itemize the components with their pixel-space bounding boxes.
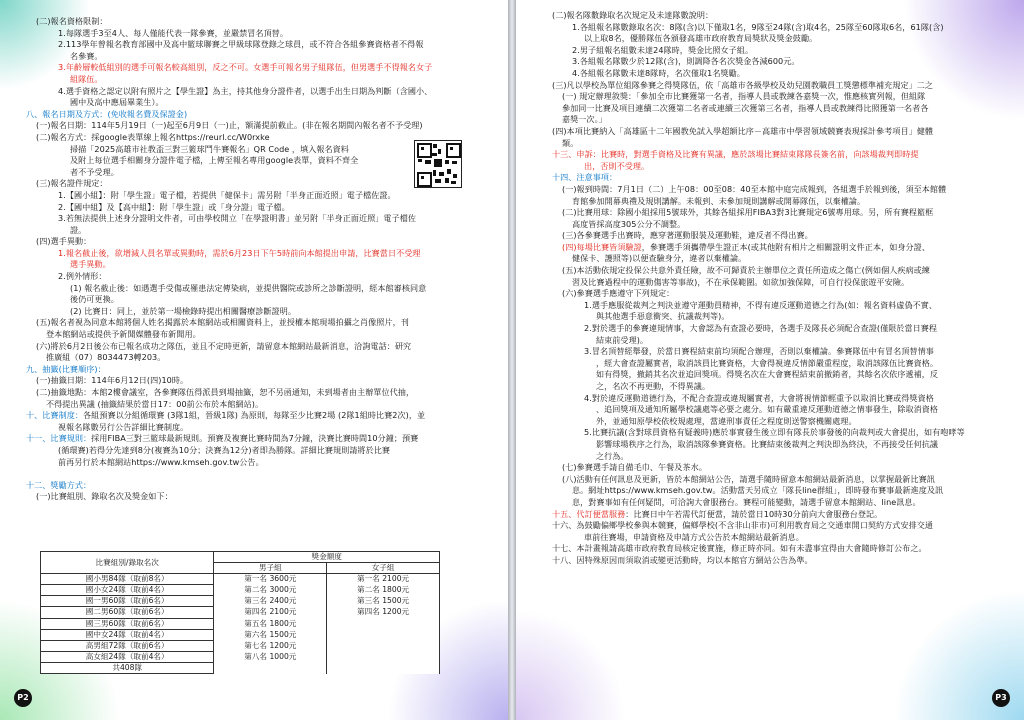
left-text-line: 1.【國小組】：附「學生證」電子檔，若提供「健保卡」需另附「半身正面近照」電子檔佐證。 [58, 189, 396, 200]
left-text-line: 及附上每位選手相關身分證件電子檔，上傳至報名專用google表單，資料不齊全 [70, 155, 359, 166]
award-header-male: 男子組 [214, 563, 327, 574]
left-heading-lead: 十、比賽制度： [26, 410, 84, 421]
right-text-line: 健保卡、護照等)以便查驗身分，違者以棄權論。 [572, 253, 747, 264]
award-male-cell: 第二名 3000元 [214, 585, 327, 596]
left-text-line: 3.年齡層較低組別的選手可報名較高組別，反之不可。女選手可報名男子組隊伍，但男選手不得報名女子 [58, 62, 433, 73]
left-text-line: (2) 比賽日：同上，並於第一場檢錄時提出相關醫療診斷證明。 [70, 305, 296, 316]
award-male-cell: 第六名 1500元 [214, 629, 327, 640]
right-text-line: 、追回獎項及通知所屬學校議處等必要之處分。如有嚴重違反運動道德之情事發生，除取消資格 [596, 404, 939, 415]
right-text-line: (三)凡以學校為單位組隊參賽之得獎隊伍，依「高雄市各級學校及幼兒園教職員工獎懲標準補充規定」二之 [552, 79, 934, 90]
right-text-line: 2.男子組報名組數未達24隊時，獎金比照女子組。 [572, 44, 754, 55]
right-line-rest: ：比賽日中午若需代訂便當，請於當日10時30分前向大會服務台登記。 [625, 508, 883, 519]
award-header-group: 比賽組別/錄取名次 [41, 552, 214, 574]
left-text-line [26, 410, 492, 422]
left-heading-lead: 十一、比賽規則： [26, 433, 92, 444]
left-text-line: (1) 報名截止後：如遇選手受傷或罹患法定傳染病，並提供醫院或診所之診斷證明，經本館審核同意 [70, 282, 427, 293]
award-row [41, 618, 440, 629]
right-text-line [552, 149, 1002, 161]
right-text-line: ，經大會查證屬實者，取消該員比賽資格，大會得視違反情節嚴重程度，取消該隊伍比賽資格。 [596, 357, 939, 368]
left-line-rest: 各組預賽以分組循環賽 (3隊1組，晉級1隊) 為原則，每隊至少比賽2場 (2隊1組時比賽2次)，並 [83, 410, 426, 421]
left-text-line [26, 468, 492, 480]
award-row [41, 585, 440, 596]
right-text-line: 息。網址https://www.kmseh.gov.tw。活動當天另成立「隊長line群組」，即時發布賽事最新進度及訊 [572, 485, 944, 496]
left-text-line: (六)將於6月2日後公布已報名成功之隊伍，並且不定時更新，請留意本館網站最新消息，洽詢電話：研究 [36, 340, 412, 351]
left-text-line: 掃描「2025高雄市社教盃三對三籃球鬥牛賽報名」QR Code ，填入報名資料 [70, 143, 349, 154]
left-text-line: 組隊伍。 [70, 73, 103, 84]
right-text-line: (二)報名隊數錄取名次規定及未達隊數說明： [552, 10, 714, 20]
right-text-line: 十八、因特殊原因而須取消或變更活動時，均以本館官方網站公告為準。 [552, 554, 813, 565]
page-gutter [508, 0, 516, 720]
left-text-line: 名參賽。 [70, 50, 103, 61]
right-text-line: (一)報到時間：7月1日（二）上午08：00至08：40至本館中庭完成報到，各組選手於報到後，須至本館體 [562, 183, 947, 194]
right-text-line [552, 242, 1002, 254]
page-left [0, 0, 508, 720]
award-table [40, 551, 440, 674]
right-text-line: 之行為。 [596, 450, 629, 461]
right-heading-lead: 十五、代訂便當服務 [552, 508, 626, 519]
left-text-line: (二)報名資格限制： [36, 16, 108, 26]
right-text-line: 與其他選手惡意衝突、抗議裁判等)。 [596, 311, 730, 322]
right-text-line: (七)參賽選手請自備毛巾、午餐及茶水。 [562, 462, 707, 473]
right-text-line: 影響球場秩序之行為，取消該隊參賽資格。比賽結束後裁判之判決即為終決，不再接受任何抗議 [596, 438, 939, 449]
right-text-line: (八)活動有任何訊息及更新，皆於本館網站公告，請選手隨時留意本館網站最新消息，以掌握最新比賽訊 [562, 473, 935, 484]
award-male-cell: 第五名 1800元 [214, 618, 327, 629]
right-text-line: 以上取8名，優勝隊伍各頒發高雄市政府教育局獎狀及獎金鼓勵。 [584, 33, 818, 44]
left-text-line: (一)比賽組別、錄取名次及獎金如下： [36, 491, 173, 502]
award-group-cell: 高女組24隊（取前4名） [41, 651, 214, 662]
left-text-line: (五)報名者視為同意本館將個人姓名揭露於本館網站或相關資料上，並授權本館現場拍攝之肖像照片，刊 [36, 317, 409, 328]
award-group-cell: 國三男60隊（取前6名） [41, 618, 214, 629]
award-group-cell: 共408隊 [41, 662, 214, 673]
left-text-line: 登本館網站或提供予新聞媒體發布新聞用。 [46, 329, 201, 340]
right-text-line: 如有得獎，撤銷其名次並追回獎項。得獎名次在大會賽程結束前撤銷者，其餘名次依序遞補，反 [596, 369, 939, 380]
award-group-cell: 高男組72隊（取前6名） [41, 640, 214, 651]
right-heading-lead: 十三、申訴： [552, 149, 601, 160]
left-page-text [26, 16, 492, 503]
award-group-cell: 國二男60隊（取前6名） [41, 607, 214, 618]
right-text-line: 嘉獎一次。」 [562, 114, 607, 125]
left-text-line: 證。 [70, 224, 87, 235]
right-text-line: 5.比賽抗議(含對球員資格有疑義時)應於事實發生後立即有隊長於事發後的向裁判或大會提出，如有咆哮等 [584, 427, 965, 438]
left-text-line: 國中及高中應屆畢業生）。 [70, 97, 164, 108]
right-text-line: 1.選手應服從裁判之判決並遵守運動員精神，不得有違反運動道德之行為(如：報名資料虛偽不實、 [584, 299, 938, 310]
right-text-line: 參加同一比賽及項目連續二次獲第二名者或連續三次獲第三名者，指導人員或教練得比照獲第一名者各 [562, 102, 929, 113]
award-row [41, 662, 440, 673]
award-male-cell: 第一名 3600元 [214, 574, 327, 585]
right-text-line: 息，對賽事如有任何疑問，可洽詢大會服務台。賽程可能變動，請選手留意本館網站、line訊息。 [572, 496, 921, 507]
right-text-line: 3.冒名頂替經舉發，於當日賽程結束前均須配合辦理，否則以棄權論。參賽隊伍中有冒名頂替情事 [584, 346, 934, 357]
left-text-line: 2.例外情形： [58, 271, 107, 282]
right-text-line: 習及比賽過程中的運動傷害等事故)，不在承保範圍。如欲加強保障，可自行投保旅遊平安險。 [572, 276, 910, 287]
right-text-line: 結束前受理)。 [596, 334, 649, 345]
right-text-line: 出，否則不受理。 [584, 160, 650, 171]
right-text-line: 車前往賽場，申請資格及申請方式公告於本館網站最新消息。 [584, 531, 804, 542]
award-female-cell: 第四名 1200元 [327, 607, 440, 618]
left-text-line: 十二、獎勵方式： [26, 479, 92, 490]
award-male-cell: 第七名 1200元 [214, 640, 327, 651]
right-text-line [552, 509, 1002, 521]
award-row [41, 640, 440, 651]
left-text-line: 選手異動。 [70, 259, 111, 270]
award-group-cell: 國小女24隊（取前4名） [41, 585, 214, 596]
left-text-line: 不得提出異議 (抽籤結果於當日17：00前公布於本館網站)。 [46, 398, 264, 409]
left-text-line: 者不予受理。 [70, 166, 119, 177]
left-text-line: 九、抽籤(比賽順序)： [26, 363, 106, 374]
left-text-line: 前再另行於本館網站https://www.kmseh.gov.tw公告。 [58, 456, 264, 467]
right-text-line: 1.各組報名隊數錄取名次：8隊(含)以下僅取1名，9隊至24隊(含)取4名，25隊至60隊取6名，61隊(含) [572, 21, 944, 32]
right-text-line: 外，並通知原學校依校規處理，當違刑事責任之程度則送警察機關處理。 [596, 415, 857, 426]
right-text-line: 十四、注意事項： [552, 172, 618, 183]
award-row [41, 596, 440, 607]
award-row [41, 651, 440, 662]
left-text-line: 推廣組（07）8034473轉203。 [46, 352, 166, 363]
page-number-left: P2 [14, 689, 32, 707]
award-male-cell: 第四名 2100元 [214, 607, 327, 618]
right-text-line: (四)本項比賽納入「高雄區十二年國教免試入學超額比序－高雄市中學習領域競賽表現採計參考項目」健體 [552, 125, 934, 136]
award-male-cell: 第三名 2400元 [214, 596, 327, 607]
award-female-cell: 第二名 1800元 [327, 585, 440, 596]
award-female-cell [327, 618, 440, 629]
award-male-cell [214, 662, 327, 673]
award-row [41, 629, 440, 640]
award-row [41, 574, 440, 585]
right-text-line: (五)本活動依規定投保公共意外責任險，故不可歸責於主辦單位之責任所造成之傷亡(例如個人疾病或練 [562, 265, 930, 276]
award-female-cell [327, 662, 440, 673]
right-text-line: (六)參賽選手應遵守下列規定： [562, 288, 675, 299]
left-text-line: 視報名隊數另行公告詳細比賽制度。 [58, 421, 189, 432]
right-text-line: (二)比賽用球：除國小組採用5號球外，其餘各組採用FIBA3對3比賽規定6號專用球。另，所有賽程籃框 [562, 207, 934, 218]
left-line-rest: 採用FIBA三對三籃球最新規則。預賽及複賽比賽時間為7分鐘，決賽比賽時間10分鐘；預賽 [91, 433, 419, 444]
left-text-line: 1.報名截止後，欲增減人員名單或異動時，需於6月23日下午5時前向本館提出申請，比賽當日不受理 [58, 247, 421, 258]
award-female-cell: 第一名 2100元 [327, 574, 440, 585]
right-text-line: 十七、本計畫報請高雄市政府教育局核定後實施，修正時亦同。如有未盡事宜得由大會隨時修訂公布之。 [552, 543, 927, 554]
award-group-cell: 國一男60隊（取前6名） [41, 596, 214, 607]
award-header-prize: 獎金額度 [214, 552, 440, 563]
qr-code[interactable] [414, 140, 462, 188]
award-female-cell [327, 640, 440, 651]
award-female-cell: 第三名 1500元 [327, 596, 440, 607]
left-text-line: (二)報名方式：採google表單線上報名https://reurl.cc/W0rxke [36, 131, 270, 142]
left-text-line [26, 433, 492, 445]
right-line-rest: ，參賽選手須攜帶學生證正本(或其他附有相片之相關證明文件正本，如身分證、 [641, 241, 930, 252]
page-right [516, 0, 1024, 720]
right-text-line: (三)各參賽選手出賽時，應穿著運動服裝及運動鞋，違反者不得出賽。 [562, 230, 813, 241]
left-text-line: 後仍可更換。 [70, 294, 119, 305]
right-text-line: 之，名次不再更動，不得異議。 [596, 381, 711, 391]
left-text-line: 3.若無法提供上述身分證明文件者，可由學校開立「在學證明書」並另附「半身正面近照」電子檔佐 [58, 213, 417, 224]
right-text-line: 3.各組報名隊數少於12隊(含)，則調降各名次獎金各減600元。 [572, 56, 800, 67]
right-text-line: 十六、為鼓勵偏鄉學校參與本競賽，偏鄉學校(不含非山非市)可利用教育局之交通車開口契約方式安排交通 [552, 520, 934, 531]
right-text-line: 4.對於違反運動道德行為，不配合查證或違規屬實者，大會將視情節輕重予以取消比賽或得獎資格 [584, 392, 934, 403]
left-text-line: 1.每隊選手3至4人、每人僅能代表一隊參賽，並嚴禁冒名頂替。 [58, 27, 288, 38]
award-female-cell [327, 629, 440, 640]
left-text-line: (四)選手異動： [36, 236, 92, 247]
left-text-line: 2.113學年曾報名教育部國中及高中籃球聯賽之甲級球隊登錄之球員，或不符合各組參賽資格者不得報 [58, 39, 424, 50]
left-text-line: 八、報名日期及方式：(免收報名費及保證金) [26, 108, 188, 119]
right-heading-lead: (四)每場比賽皆須驗證 [562, 241, 642, 252]
left-text-line: 4.選手資格之認定以附有照片之【學生證】為主，持其他身分證件者，以選手出生日期為判斷（含國小、 [58, 85, 433, 96]
right-line-rest: 比賽時，對選手資格及比賽有異議，應於該場比賽結束隊隊長簽名前，向該場裁判即時提 [600, 149, 919, 160]
right-text-line: 高度皆採高度305公分不調整。 [572, 218, 686, 229]
award-group-cell: 國小男84隊（取前8名） [41, 574, 214, 585]
left-text-line: (二)抽籤地點：本館2樓會議室，各參賽隊伍得派員到場抽籤，恕不另函通知，未到場者由主辦單位代抽， [36, 387, 415, 397]
left-text-line: 2.【國中組】及【高中組】：附「學生證」或「身分證」電子檔。 [58, 201, 290, 212]
award-header-female: 女子組 [327, 563, 440, 574]
left-text-line: (一)報名日期：114年5月19日（一)起至6月9日（一)止，額滿提前截止。(非在報名期間內報名者不予受理) [36, 120, 423, 131]
award-female-cell [327, 651, 440, 662]
page-number-right: P3 [992, 689, 1010, 707]
left-text-line: (一)抽籤日期：114年6月12日(四)10時。 [36, 375, 189, 386]
award-row [41, 607, 440, 618]
right-text-line: 4.各組報名隊數未達8隊時，名次僅取1名獎勵。 [572, 67, 745, 78]
award-male-cell: 第八名 1000元 [214, 651, 327, 662]
right-text-line: 育館參加開幕典禮及規則講解。未報到、未參加規則講解或開幕隊伍，以棄權論。 [572, 195, 866, 206]
left-text-line: (三)報名證件規定： [36, 178, 108, 189]
right-text-line: 2.對於選手的參賽違規情事，大會認為有查證必要時，各選手及隊長必須配合查證(僅限於當日賽程 [584, 323, 938, 334]
right-text-line: (一) 規定辦理敘獎：「參加全市比賽獲第一名者，指導人員或教練各嘉獎一次，惟應核實列報，但組隊 [562, 91, 926, 102]
left-text-line: (循環賽)若得分先達到8分(複賽為10分；決賽為12分)者即為勝隊。詳細比賽規則請將於比賽 [58, 444, 391, 455]
award-group-cell: 國中女24隊（取前4名） [41, 629, 214, 640]
right-text-line: 類。 [562, 137, 579, 148]
right-page-text [552, 10, 1002, 567]
